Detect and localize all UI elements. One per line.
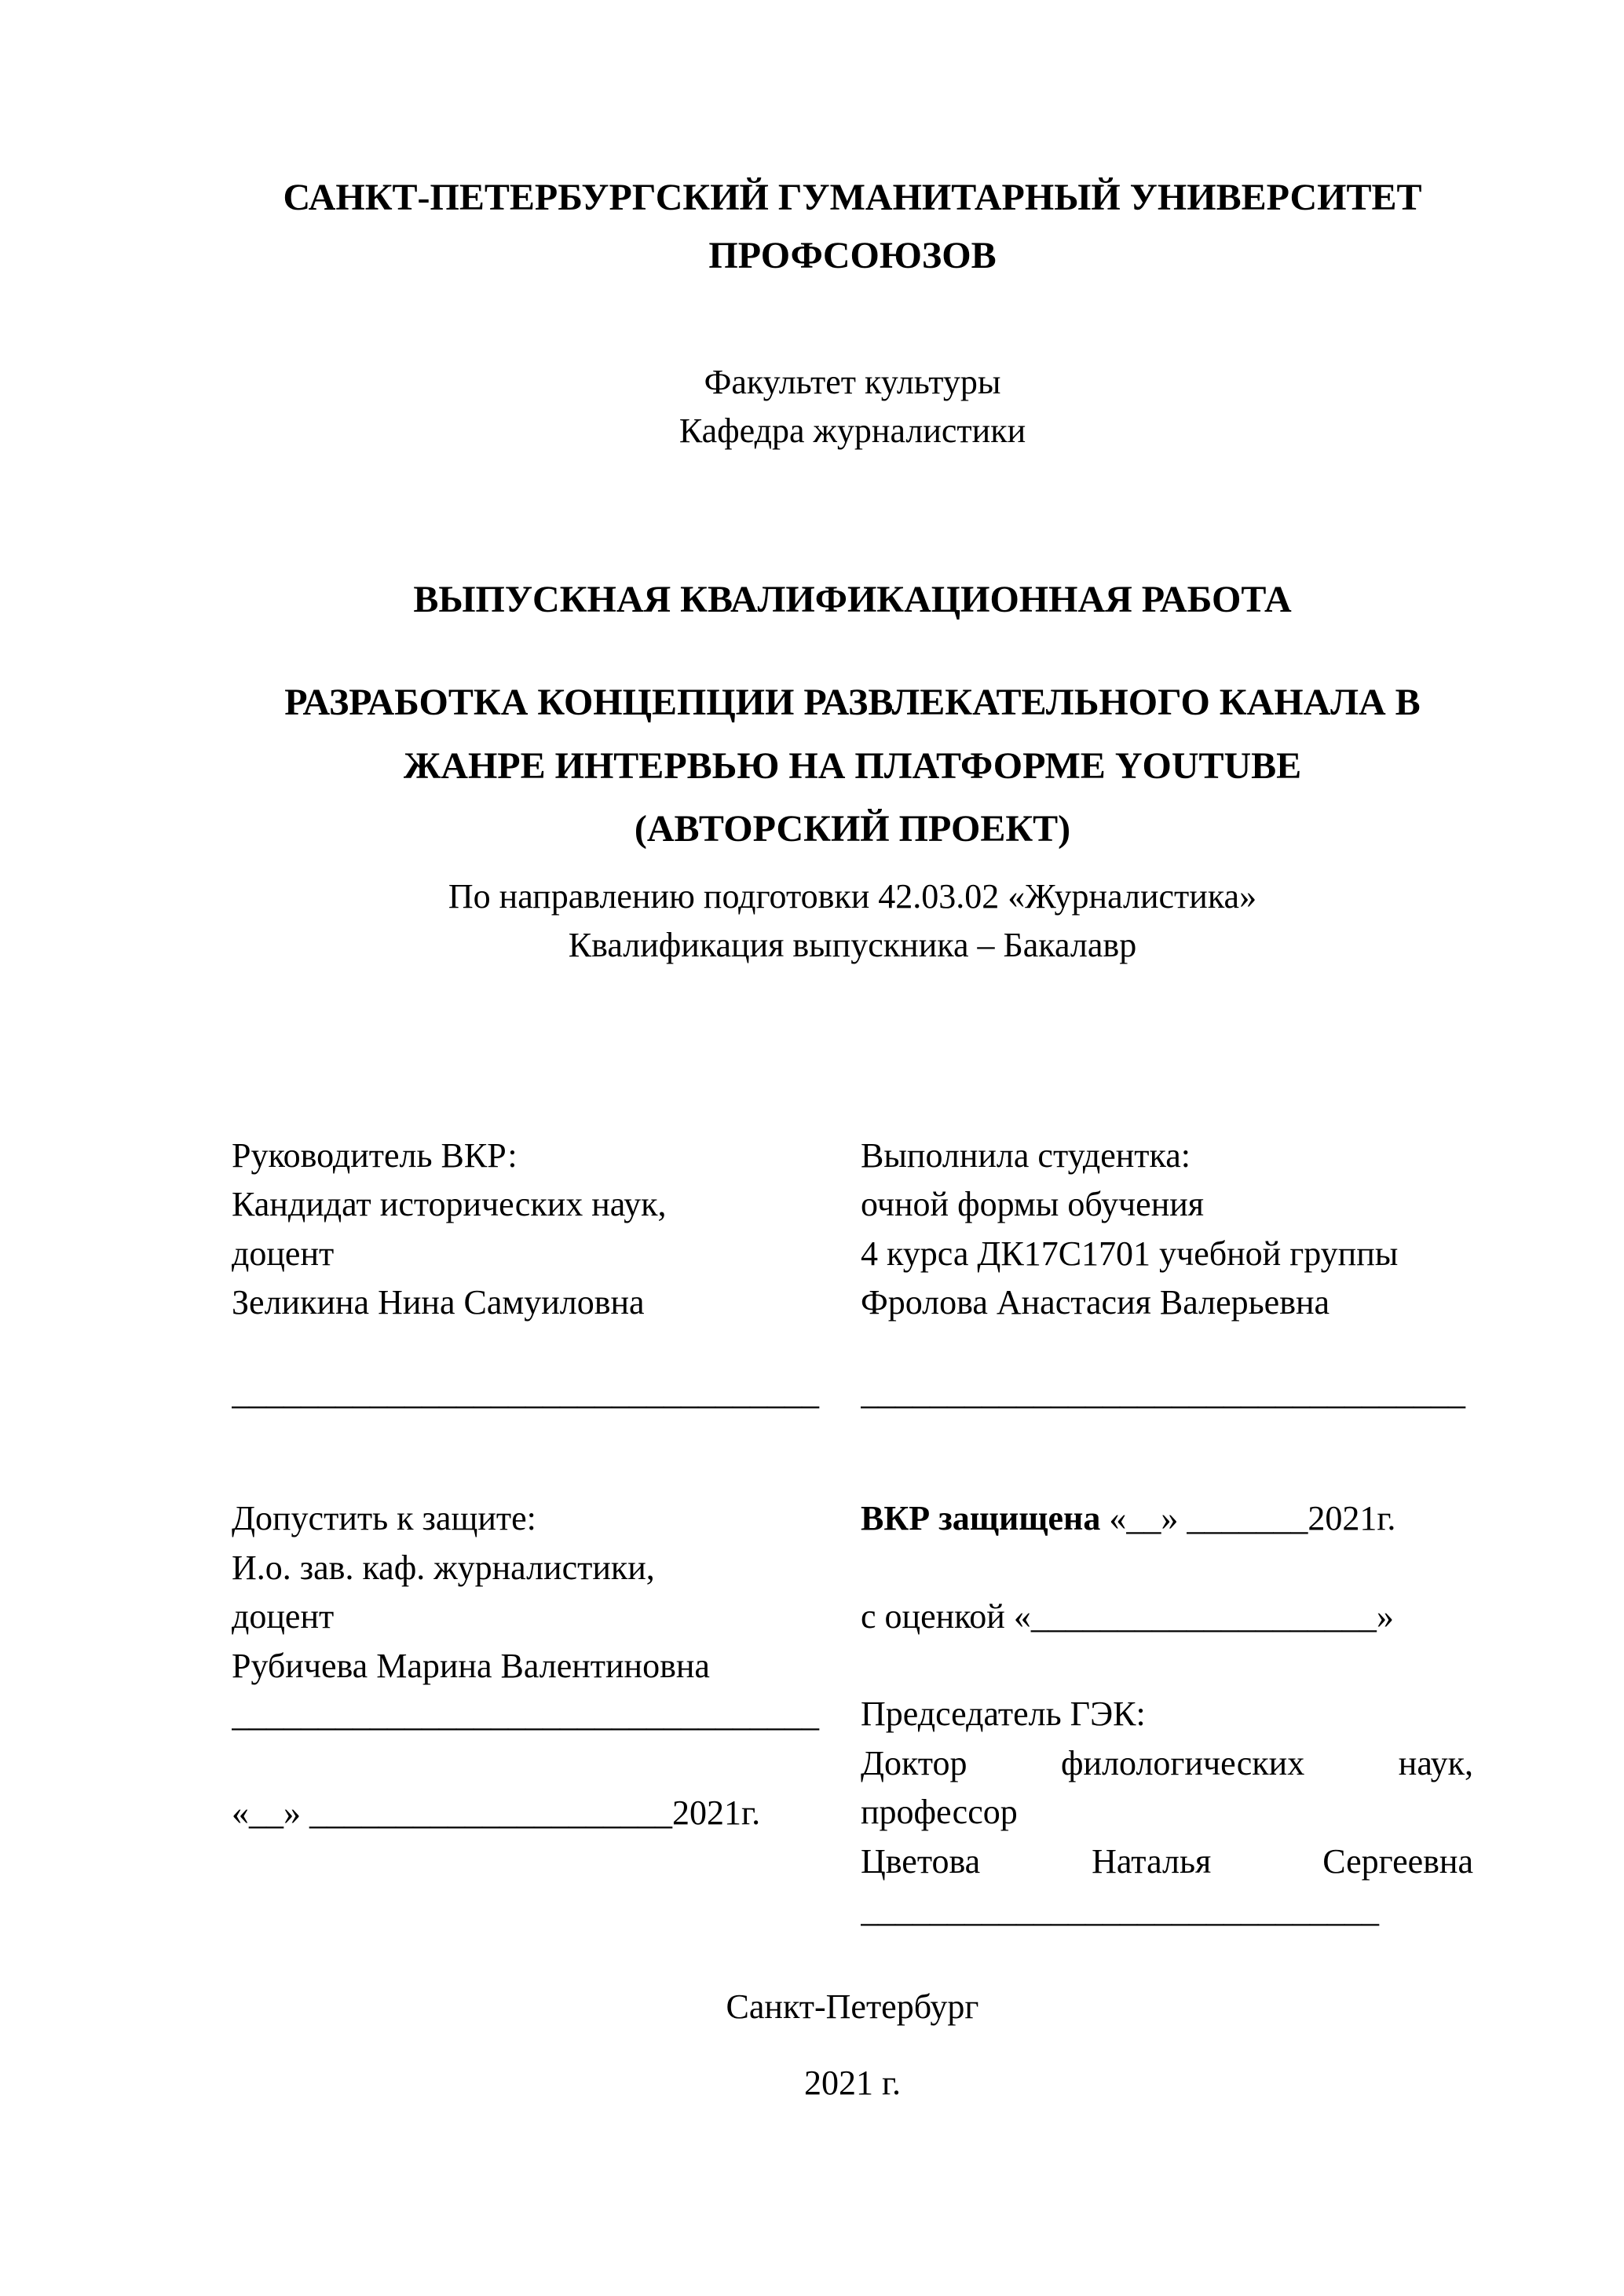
admission-block (232, 1494, 840, 1935)
spacer (861, 1641, 1473, 1690)
admission-rank: доцент (232, 1597, 335, 1636)
defense-date-blank: «__» _______2021г. (1100, 1499, 1396, 1538)
work-type-heading: ВЫПУСКНАЯ КВАЛИФИКАЦИОННАЯ РАБОТА (413, 578, 1292, 620)
chair-name-line: Цветова Наталья Сергеевна (861, 1841, 1473, 1881)
university-name-line-2: ПРОФСОЮЗОВ (708, 235, 997, 277)
direction-block (232, 872, 1473, 971)
admission-name: Рубичева Марина Валентиновна (232, 1646, 710, 1685)
student-name: Фролова Анастасия Валерьевна (861, 1283, 1330, 1322)
city-line: Санкт-Петербург (726, 1987, 979, 2027)
qualification-line: Квалификация выпускника – Бакалавр (568, 926, 1137, 965)
admission-signature-line: __________________________________ (232, 1695, 819, 1735)
defense-grade-line: с оценкой «____________________» (861, 1596, 1394, 1636)
student-study-form: очной формы обучения (861, 1185, 1205, 1224)
signatories-section (232, 1132, 1473, 1936)
thesis-title (232, 671, 1473, 861)
student-signature-line: ___________________________________ (861, 1373, 1465, 1412)
thesis-title-line-3: (АВТОРСКИЙ ПРОЕКТ) (634, 808, 1071, 850)
faculty-block (232, 358, 1473, 456)
supervisor-name: Зеликина Нина Самуиловна (232, 1283, 645, 1322)
department-line: Кафедра журналистики (678, 411, 1026, 451)
admission-heading: Допустить к защите: (232, 1499, 536, 1538)
spacer (232, 1740, 840, 1789)
footer (232, 1983, 1473, 2108)
university-name-line-1: САНКТ-ПЕТЕРБУРГСКИЙ ГУМАНИТАРНЫЙ УНИВЕРСИТЕТ (283, 177, 1422, 218)
student-group: 4 курса ДК17С1701 учебной группы (861, 1234, 1399, 1273)
university-name (232, 169, 1473, 286)
year-line: 2021 г. (803, 2063, 902, 2102)
defense-date-line (861, 1494, 1473, 1543)
chair-heading: Председатель ГЭК: (861, 1695, 1146, 1734)
student-block (861, 1132, 1473, 1328)
direction-line: По направлению подготовки 42.03.02 «Журналистика» (448, 876, 1257, 916)
chair-rank-line: профессор (861, 1793, 1018, 1832)
student-role: Выполнила студентка: (861, 1135, 1191, 1175)
chair-degree-line: Доктор филологических наук, (861, 1743, 1473, 1782)
defense-block (861, 1494, 1473, 1935)
supervisor-role: Руководитель ВКР: (232, 1135, 518, 1175)
thesis-title-line-2: ЖАНРЕ ИНТЕРВЬЮ НА ПЛАТФОРМЕ YOUTUBE (403, 744, 1302, 787)
chair-signature-line: ______________________________ (861, 1891, 1379, 1930)
thesis-title-line-1: РАЗРАБОТКА КОНЦЕПЦИИ РАЗВЛЕКАТЕЛЬНОГО КАНАЛА В (284, 682, 1421, 724)
supervisor-degree: Кандидат исторических наук, (232, 1185, 667, 1224)
supervisor-signature-line: __________________________________ (232, 1373, 819, 1412)
admission-date-line: «__» _____________________2021г. (232, 1793, 761, 1832)
spacer (861, 1544, 1473, 1592)
supervisor-block (232, 1132, 840, 1328)
supervisor-rank: доцент (232, 1234, 335, 1273)
admission-position: И.о. зав. каф. журналистики, (232, 1548, 655, 1587)
faculty-line: Факультет культуры (704, 362, 1001, 401)
defense-date-label: ВКР защищена (861, 1499, 1101, 1538)
